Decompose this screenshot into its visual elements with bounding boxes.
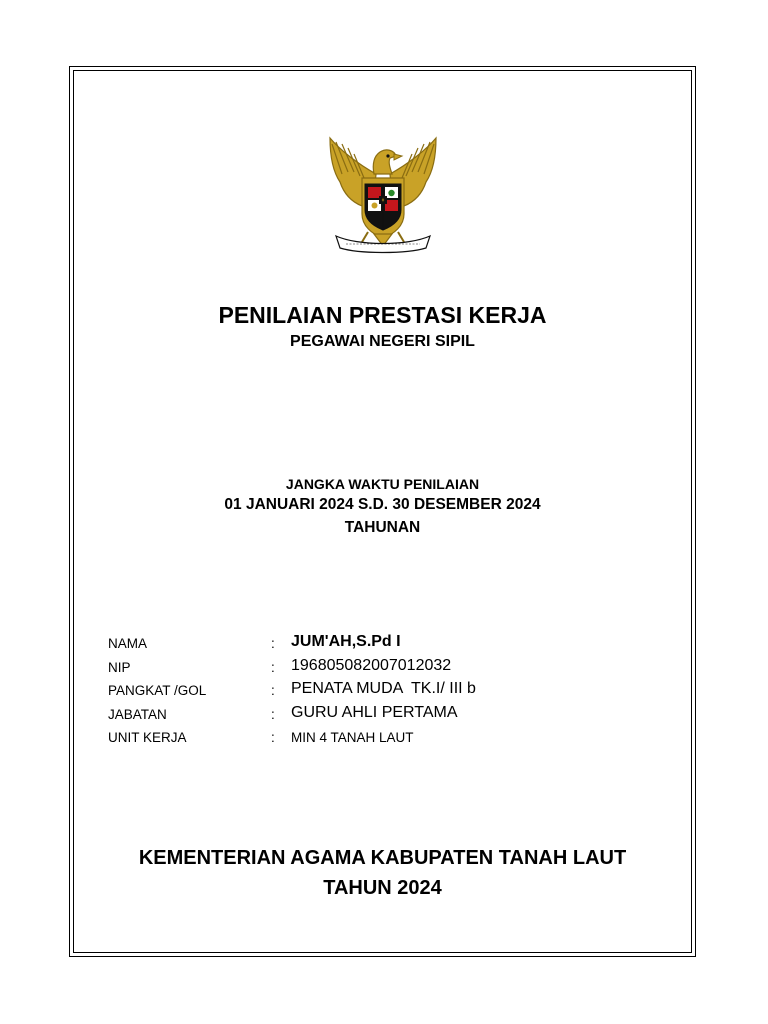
assessment-period-label: JANGKA WAKTU PENILAIAN — [285, 476, 480, 492]
identity-label: JABATAN — [108, 706, 167, 722]
footer-year: TAHUN 2024 — [323, 877, 442, 899]
identity-row-nama — [108, 632, 628, 656]
identity-colon: : — [271, 730, 275, 745]
identity-row-pangkat — [108, 679, 628, 703]
identity-label: NAMA — [108, 636, 148, 651]
garuda-pancasila-emblem-icon — [318, 134, 448, 256]
footer-institution: KEMENTERIAN AGAMA KABUPATEN TANAH LAUT — [138, 847, 627, 869]
identity-row-unit — [108, 726, 628, 750]
identity-value-nip: 196805082007012032 — [291, 656, 452, 674]
identity-value-unit: MIN 4 TANAH LAUT — [291, 730, 414, 745]
identity-colon: : — [271, 683, 275, 698]
employee-identity-table — [108, 632, 628, 750]
identity-label: UNIT KERJA — [108, 730, 187, 745]
identity-colon: : — [271, 706, 275, 722]
assessment-period-type: TAHUNAN — [344, 519, 421, 536]
document-title: PENILAIAN PRESTASI KERJA — [218, 302, 547, 328]
identity-label: PANGKAT /GOL — [108, 683, 207, 698]
document-subtitle: PEGAWAI NEGERI SIPIL — [290, 333, 475, 350]
identity-label: NIP — [108, 659, 131, 675]
identity-value-position: GURU AHLI PERTAMA — [291, 703, 458, 721]
assessment-period-range: 01 JANUARI 2024 S.D. 30 DESEMBER 2024 — [224, 496, 541, 513]
identity-colon: : — [271, 636, 275, 651]
identity-row-nip — [108, 656, 628, 680]
identity-row-jabatan — [108, 703, 628, 727]
identity-value-rank: PENATA MUDA TK.I/ III b — [291, 680, 476, 697]
identity-colon: : — [271, 659, 275, 675]
identity-value-name: JUM'AH,S.Pd I — [291, 633, 401, 650]
